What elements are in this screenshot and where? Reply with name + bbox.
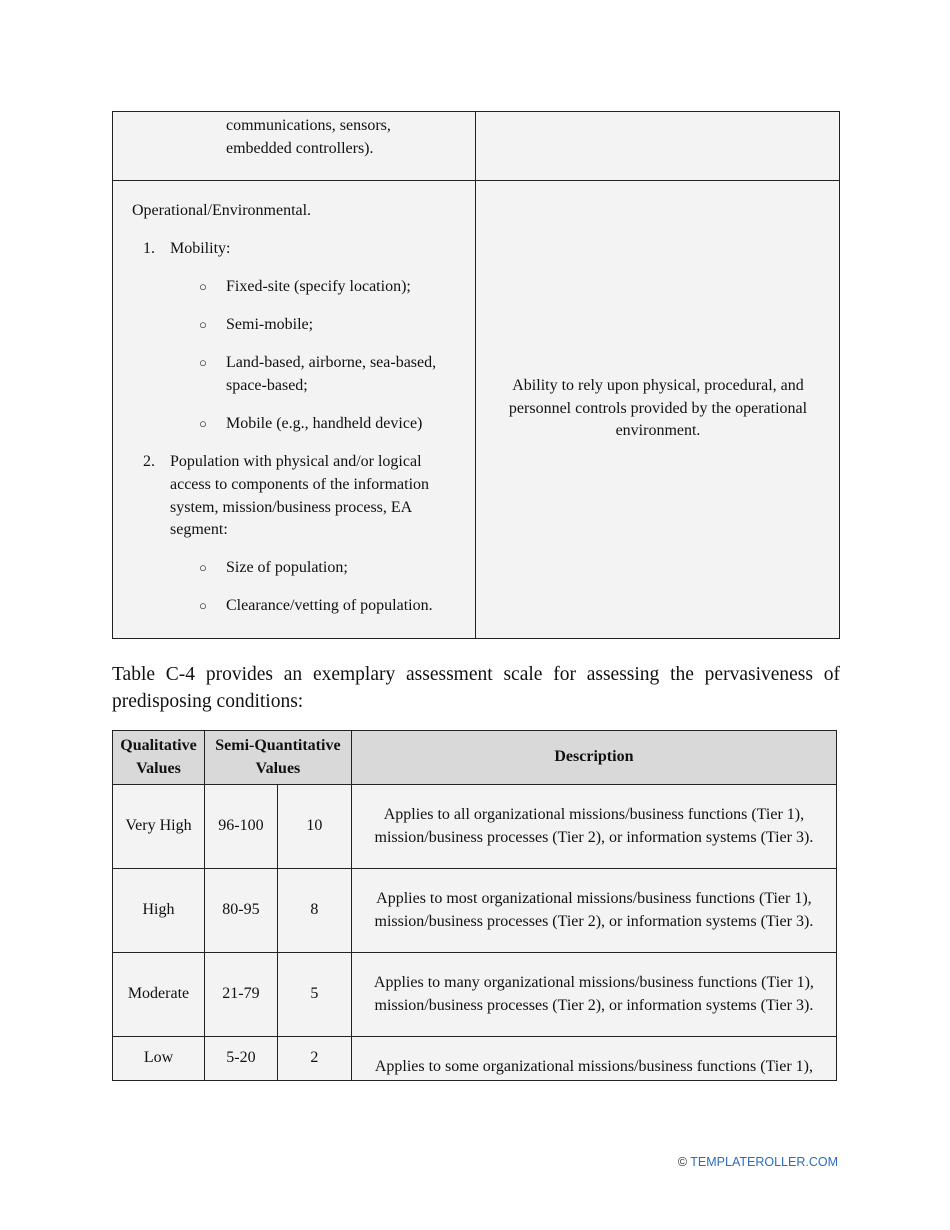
bullet-icon: ○ bbox=[199, 355, 207, 370]
bullet-fixed-site: Fixed-site (specify location); bbox=[226, 278, 411, 295]
item-number-1: 1. bbox=[143, 240, 155, 257]
qualitative-value: Very High bbox=[113, 785, 205, 869]
bullet-icon: ○ bbox=[199, 416, 207, 431]
operational-heading: Operational/Environmental. bbox=[132, 202, 312, 219]
description-line: Applies to some organizational missions/business functions (Tier 1), bbox=[374, 1057, 814, 1075]
description-line: mission/business processes (Tier 2), or information systems (Tier 3). bbox=[374, 912, 814, 930]
semi-score: 5 bbox=[277, 953, 351, 1037]
description-line: mission/business processes (Tier 2), or information systems (Tier 3). bbox=[374, 828, 814, 846]
header-description: Description bbox=[351, 731, 836, 785]
top-left-line-1: communications, sensors, bbox=[226, 117, 391, 134]
header-semi-line-2: Values bbox=[255, 759, 301, 777]
description-line: Applies to many organizational missions/business functions (Tier 1), bbox=[373, 974, 814, 991]
qualitative-value: Moderate bbox=[113, 953, 205, 1037]
semi-score: 8 bbox=[277, 869, 351, 953]
operational-description bbox=[477, 375, 839, 443]
semi-score: 10 bbox=[277, 785, 351, 869]
row-description bbox=[351, 953, 836, 1037]
description-line-3: environment. bbox=[615, 422, 701, 439]
row-divider bbox=[113, 180, 839, 181]
bullet-semi-mobile: Semi-mobile; bbox=[226, 316, 314, 333]
item-number-2: 2. bbox=[143, 453, 155, 470]
description-line-2: personnel controls provided by the operational bbox=[508, 399, 808, 417]
header-semi-line-1: Semi-Quantitative bbox=[215, 737, 341, 754]
table-row bbox=[113, 1037, 837, 1081]
table-header-row bbox=[113, 731, 837, 785]
description-line: mission/business processes (Tier 2), or information systems (Tier 3). bbox=[374, 996, 814, 1014]
predisposing-conditions-table bbox=[112, 111, 840, 639]
qualitative-value: High bbox=[113, 869, 205, 953]
bullet-size-of-population: Size of population; bbox=[226, 559, 348, 576]
templateroller-link[interactable]: TEMPLATEROLLER.COM bbox=[690, 1155, 838, 1169]
column-divider bbox=[475, 112, 476, 638]
bullet-land-based: Land-based, airborne, sea-based, bbox=[226, 354, 437, 371]
population-line-3: system, mission/business process, EA bbox=[170, 499, 413, 516]
header-qualitative bbox=[113, 731, 205, 785]
semi-range: 21-79 bbox=[204, 953, 277, 1037]
bullet-mobile: Mobile (e.g., handheld device) bbox=[226, 415, 423, 432]
bullet-clearance: Clearance/vetting of population. bbox=[226, 597, 433, 614]
row-description bbox=[351, 785, 836, 869]
population-line-4: segment: bbox=[170, 521, 228, 538]
semi-range: 96-100 bbox=[204, 785, 277, 869]
copyright-symbol: © bbox=[677, 1155, 688, 1169]
bullet-icon: ○ bbox=[199, 317, 207, 332]
semi-score: 2 bbox=[277, 1037, 351, 1081]
row-description bbox=[351, 869, 836, 953]
bullet-icon: ○ bbox=[199, 279, 207, 294]
bullet-icon: ○ bbox=[199, 560, 207, 575]
table-row bbox=[113, 953, 837, 1037]
description-line: Applies to most organizational missions/business functions (Tier 1), bbox=[376, 890, 812, 907]
table-row bbox=[113, 785, 837, 869]
description-line-1: Ability to rely upon physical, procedural, and bbox=[512, 377, 804, 394]
population-line-2: access to components of the information bbox=[170, 476, 430, 493]
population-line-1: Population with physical and/or logical bbox=[170, 453, 422, 470]
semi-range: 80-95 bbox=[204, 869, 277, 953]
top-left-line-2: embedded controllers). bbox=[226, 140, 374, 157]
header-qualitative-line-2: Values bbox=[136, 759, 181, 777]
bullet-icon: ○ bbox=[199, 598, 207, 613]
semi-range: 5-20 bbox=[204, 1037, 277, 1081]
mobility-label: Mobility: bbox=[170, 240, 231, 257]
table-row bbox=[113, 869, 837, 953]
qualitative-value: Low bbox=[113, 1037, 205, 1081]
header-qualitative-line-1: Qualitative bbox=[120, 737, 197, 754]
footer bbox=[678, 1155, 838, 1169]
assessment-scale-table bbox=[112, 730, 837, 1081]
description-line: Applies to all organizational missions/business functions (Tier 1), bbox=[383, 806, 805, 823]
row-description bbox=[351, 1037, 836, 1081]
bullet-land-based-cont: space-based; bbox=[226, 377, 308, 394]
intro-paragraph: Table C-4 provides an exemplary assessment scale for assessing the pervasiveness of predisposing conditions: bbox=[112, 664, 840, 712]
header-semi-quantitative bbox=[204, 731, 351, 785]
